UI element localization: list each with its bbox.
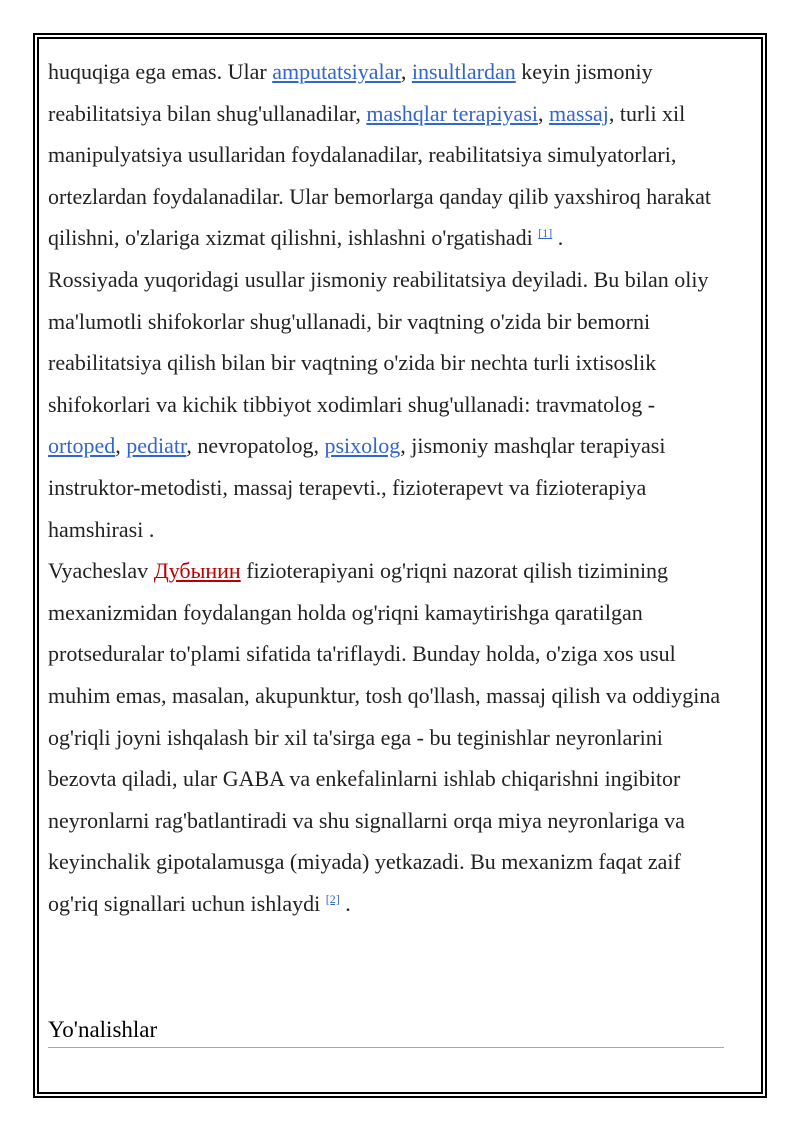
link-massaj[interactable]: massaj bbox=[549, 100, 609, 126]
reference-link-2[interactable]: [2] bbox=[325, 891, 340, 906]
article-body bbox=[48, 51, 728, 924]
reference-2 bbox=[326, 892, 340, 906]
link-pediatr[interactable]: pediatr bbox=[126, 433, 187, 459]
reference-1 bbox=[538, 226, 552, 240]
link-insultlardan[interactable]: insultlardan bbox=[411, 59, 516, 84]
link-dubynin[interactable]: Дубынин bbox=[153, 558, 241, 584]
link-mashqlar-terapiyasi[interactable]: mashqlar terapiyasi bbox=[366, 100, 538, 126]
section-heading: Yo'nalishlar bbox=[48, 1014, 724, 1048]
link-ortoped[interactable]: ortoped bbox=[48, 433, 116, 459]
paragraph-1: huquqiga ega emas. Ular amputatsiyalar, insultlardan keyin jismoniy reabilitatsiya bilan shug'ullanadilar, mashqlar terapiyasi, massaj, turli xil manipulyatsiya usullaridan foydalanadilar, reabilitatsiya simulyatorlari, ortezlardan foydalanadilar. Ular bemorlarga qanday qilib yaxshiroq harakat qilishni, o'zlariga xizmat qilishni, ishlashni o'rgatishadi [1] . bbox=[48, 59, 711, 251]
reference-link-1[interactable]: [1] bbox=[538, 226, 553, 241]
paragraph-3: Vyacheslav Дубынин fizioterapiyani og'riqni nazorat qilish tizimining mexanizmidan foydalangan holda og'riqni kamaytirishga qaratilgan protseduralar to'plami sifatida ta'riflaydi. Bunday holda, o'ziga xos usul muhim emas, masalan, akupunktur, tosh qo'llash, massaj qilish va oddiygina og'riqli joyni ishqalash bir xil ta'sirga ega - bu teginishlar neyronlarini bezovta qiladi, ular GABA va enkefalinlarni ishlab chiqarishni ingibitor neyronlarni rag'batlantiradi va shu signallarni orqa miya neyronlariga va keyinchalik gipotalamusga (miyada) yetkazadi. Bu mexanizm faqat zaif og'riq signallari uchun ishlaydi [2] . bbox=[48, 558, 721, 916]
link-amputatsiyalar[interactable]: amputatsiyalar bbox=[272, 59, 401, 84]
link-psixolog[interactable]: psixolog bbox=[324, 433, 401, 459]
paragraph-2: Rossiyada yuqoridagi usullar jismoniy reabilitatsiya deyiladi. Bu bilan oliy ma'lumotli shifokorlar shug'ullanadi, bir vaqtning o'zida bir bemorni reabilitatsiya qilish bilan bir vaqtning o'zida bir nechta turli ixtisoslik shifokorlari va kichik tibbiyot xodimlari shug'ullanadi: travmatolog - ortoped, pediatr, nevropatolog, psixolog, jismoniy mashqlar terapiyasi instruktor-metodisti, massaj terapevti., fizioterapevt va fizioterapiya hamshirasi . bbox=[48, 266, 709, 542]
